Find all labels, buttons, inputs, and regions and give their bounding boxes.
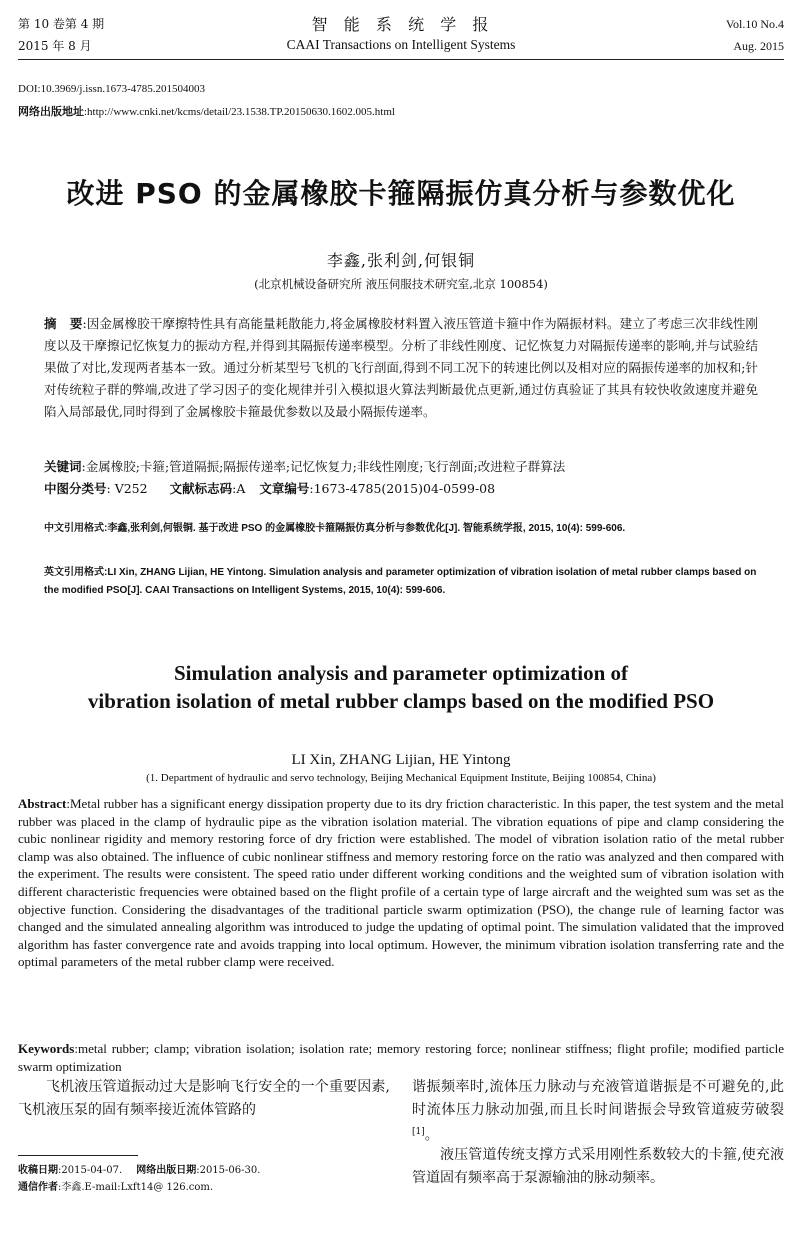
reference-marker: [1] bbox=[412, 1127, 425, 1137]
body-right-text-1: 谐振频率时,流体压力脉动与充液管道谐振是不可避免的,此时流体压力脉动加强,而且长时间谐振会导致管道疲劳破裂 bbox=[412, 1079, 784, 1118]
footnote-rule bbox=[18, 1155, 138, 1156]
publication-date: 2015 年 8 月 bbox=[18, 39, 92, 53]
volume-number-en: Vol.10 No.4 bbox=[725, 17, 784, 31]
clc-label: 中图分类号 bbox=[44, 481, 107, 496]
online-date-label: 网络出版日期 bbox=[136, 1165, 197, 1176]
online-address bbox=[18, 103, 395, 119]
date-en: Aug. 2015 bbox=[733, 39, 784, 53]
classification-line bbox=[44, 478, 758, 500]
corresponding-info: :李鑫.E-mail:Lxft14@ 126.com. bbox=[58, 1182, 214, 1193]
header-rule bbox=[18, 59, 784, 60]
received-date: :2015-04-07. bbox=[58, 1165, 123, 1176]
citation-cn-text: :李鑫,张利剑,何银铜. 基于改进 PSO 的金属橡胶卡箍隔振仿真分析与参数优化[J]. 智能系统学报, 2015, 10(4): 599-606. bbox=[104, 523, 626, 534]
keywords-en-label: Keywords bbox=[18, 1041, 75, 1056]
citation-cn-label: 中文引用格式 bbox=[44, 523, 104, 534]
affiliation-cn: (北京机械设备研究所 液压伺服技术研究室,北京 100854) bbox=[254, 277, 548, 291]
keywords-en bbox=[18, 1040, 784, 1075]
abstract-en-label: Abstract bbox=[18, 796, 67, 811]
footnote-dates bbox=[18, 1163, 260, 1178]
citation-en-label: 英文引用格式 bbox=[44, 567, 104, 578]
abstract-cn-label: 摘 要 bbox=[44, 316, 83, 331]
online-date: :2015-06-30. bbox=[196, 1165, 261, 1176]
affiliation-en: (1. Department of hydraulic and servo technology, Beijing Mechanical Equipment Institute, Beijing 100854, China) bbox=[146, 772, 656, 784]
journal-name-cn: 智 能 系 统 学 报 bbox=[311, 15, 491, 34]
journal-name-en: CAAI Transactions on Intelligent Systems bbox=[286, 37, 516, 52]
citation-en bbox=[44, 564, 758, 600]
corresponding-label: 通信作者 bbox=[18, 1182, 58, 1193]
volume-issue: 第 10 卷第 4 期 bbox=[18, 17, 105, 31]
body-left-paragraph: 飞机液压管道振动过大是影响飞行安全的一个重要因素,飞机液压泵的固有频率接近流体管路的 bbox=[18, 1079, 390, 1118]
title-en-line1: Simulation analysis and parameter optimization of bbox=[173, 661, 629, 685]
keywords-cn bbox=[44, 456, 758, 478]
body-right-text-1-end: 。 bbox=[424, 1127, 439, 1144]
doc-code-value: :A bbox=[232, 481, 246, 496]
doc-code-label: 文献标志码 bbox=[169, 481, 233, 496]
body-right-paragraph-2: 液压管道传统支撑方式采用刚性系数较大的卡箍,使充液管道固有频率高于泵源输油的脉动频率。 bbox=[412, 1147, 784, 1186]
title-cn: 改进 PSO 的金属橡胶卡箍隔振仿真分析与参数优化 bbox=[66, 177, 736, 210]
body-right-paragraph-1 bbox=[412, 1076, 784, 1147]
authors-cn: 李鑫,张利剑,何银铜 bbox=[326, 251, 476, 270]
citation-en-text: :LI Xin, ZHANG Lijian, HE Yintong. Simulation analysis and parameter optimization of vibration isolation of metal rubber clamps based on the modified PSO[J]. CAAI Transactions on Intelligent Systems, 2015, 10(4): 599-606. bbox=[44, 567, 757, 596]
title-en-line2: vibration isolation of metal rubber clamps based on the modified PSO bbox=[87, 689, 715, 713]
abstract-cn-text: :因金属橡胶干摩擦特性具有高能量耗散能力,将金属橡胶材料置入液压管道卡箍中作为隔振材料。建立了考虑三次非线性刚度以及干摩擦记忆恢复力的振动方程,并得到其隔振传递率模型。分析了非线性刚度、记忆恢复力对隔振传递率的影响,并与试验结果做了对比,发现两者基本一致。通过分析某型号飞机的飞行剖面,得到不同工况下的转速比例以及相对应的隔振传递率的加权和;针对传统粒子群的弊端,改进了学习因子的变化规律并引入模拟退火算法判断最优点更新,通过仿真验证了其具有较快收敛速度并避免陷入局部最优,同时得到了金属橡胶卡箍最优参数以及最小隔振传递率。 bbox=[44, 316, 759, 419]
abstract-en-text: :Metal rubber has a significant energy dissipation property due to its dry friction characteristic. In this paper, the test system and the metal rubber was placed in the clamp of hydraulic pipe as the vibration isolation material. The vibration equations of pipe and clamp considering the cubic nonlinear rigidity and memory restoring force of dry friction were established. The model of vibration isolation ratio of the metal rubber clamp was also obtained. The influence of cubic nonlinear stiffness and memory restoring force on the ratio was analyzed and then compared with the experiment. The results were consistent. The speed ratio under different working conditions and the weighted sum of vibration isolation with different characteristic frequencies were obtained based on the flight profile of a certain type of large aircraft and the weighted sum was set as the objective function. Considering the disadvantages of the traditional particle swarm optimization (PSO), the change rule of learning factor was changed and the simulated annealing algorithm was introduced to judge the updating of optimal point. The simulation validated that the improved algorithm has faster convergence rate and avoids trapping into local optimum. However, the minimum vibration isolation transferring rate and the optimal parameters of the metal rubber clamp were received. bbox=[18, 796, 784, 970]
online-address-label: 网络出版地址 bbox=[18, 106, 84, 118]
abstract-cn bbox=[44, 313, 758, 423]
doi: DOI:10.3969/j.issn.1673-4785.201504003 bbox=[18, 83, 205, 95]
keywords-cn-label: 关键词 bbox=[44, 459, 82, 474]
authors-en: LI Xin, ZHANG Lijian, HE Yintong bbox=[291, 752, 511, 768]
keywords-cn-text: :金属橡胶;卡箍;管道隔振;隔振传递率;记忆恢复力;非线性刚度;飞行剖面;改进粒子群算法 bbox=[81, 459, 566, 474]
footnote-corresponding bbox=[18, 1180, 213, 1195]
article-no-label: 文章编号 bbox=[259, 481, 310, 496]
abstract-en bbox=[18, 795, 784, 971]
citation-cn bbox=[44, 520, 758, 538]
keywords-en-text: :metal rubber; clamp; vibration isolation; isolation rate; memory restoring force; nonlinear stiffness; flight profile; modified particle swarm optimization bbox=[18, 1041, 784, 1074]
online-address-url: :http://www.cnki.net/kcms/detail/23.1538.TP.20150630.1602.005.html bbox=[84, 106, 395, 118]
received-label: 收稿日期 bbox=[18, 1165, 58, 1176]
clc-value: : V252 bbox=[106, 481, 148, 496]
article-no-value: :1673-4785(2015)04-0599-08 bbox=[309, 481, 496, 496]
